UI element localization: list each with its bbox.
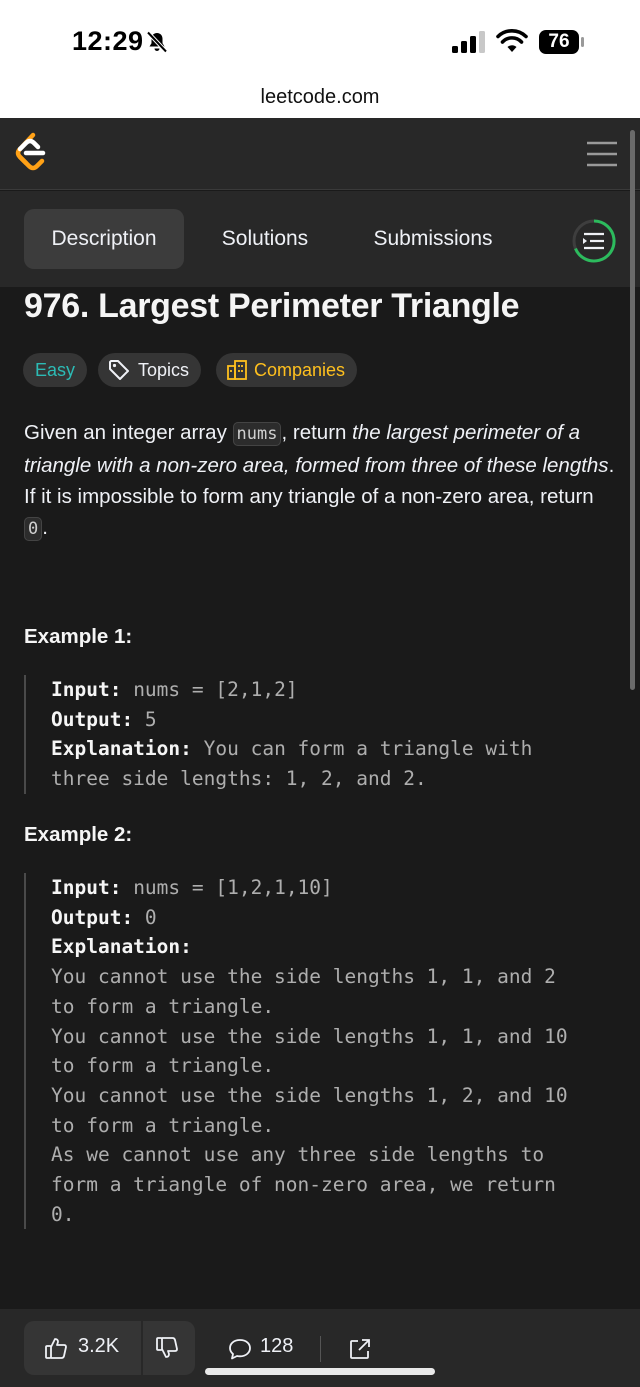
url-bar[interactable]: leetcode.com (0, 82, 640, 118)
output-label: Output: (51, 707, 134, 731)
problem-title: 976. Largest Perimeter Triangle (24, 287, 520, 325)
like-count[interactable]: 3.2K (78, 1335, 120, 1357)
top-nav (0, 118, 640, 190)
vote-divider (141, 1321, 143, 1375)
progress-list-icon[interactable] (572, 219, 616, 263)
tab-solutions[interactable]: Solutions (221, 227, 309, 250)
problem-description (24, 417, 620, 545)
desc-italic-text: the largest perimeter of a triangle with a non-zero area, formed from three of these lengths (24, 421, 609, 477)
bell-slash-icon (145, 30, 169, 54)
companies-button[interactable] (216, 353, 357, 387)
status-time: 12:29 (72, 26, 144, 56)
vote-group (24, 1321, 195, 1375)
building-icon (226, 359, 248, 381)
output-value: 0 (133, 905, 157, 929)
explanation-text: You can form a triangle with three side lengths: 1, 2, and 2. (51, 737, 533, 791)
battery-indicator (538, 29, 586, 55)
input-value: nums = [2,1,2] (121, 678, 298, 701)
difficulty-badge: Easy (23, 353, 87, 387)
bottom-separator (320, 1336, 321, 1362)
output-label: Output: (51, 905, 134, 929)
example-2-block (24, 873, 620, 1229)
example-1-block (24, 675, 620, 794)
home-indicator[interactable] (205, 1368, 435, 1375)
battery-level: 76 (548, 31, 570, 52)
desc-text: , return (281, 421, 353, 444)
problem-content (0, 287, 640, 1309)
companies-label: Companies (254, 360, 346, 380)
explanation-label: Explanation: (51, 737, 192, 761)
comment-count[interactable]: 128 (260, 1335, 294, 1357)
bottom-action-bar (0, 1309, 640, 1387)
tab-description[interactable]: Description (24, 209, 184, 269)
inline-code-nums: nums (233, 422, 282, 446)
example-1-title: Example 1: (24, 625, 133, 648)
input-label: Input: (51, 876, 122, 899)
thumbs-up-icon[interactable] (44, 1336, 68, 1360)
thumbs-down-icon[interactable] (155, 1336, 179, 1360)
comment-icon[interactable] (228, 1338, 252, 1360)
page-scrollbar[interactable] (630, 130, 635, 690)
wifi-icon (496, 28, 528, 54)
topics-label: Topics (138, 360, 190, 380)
desc-text: . If it is impossible to form any triangle of a non-zero area, return (24, 454, 615, 508)
share-icon[interactable] (348, 1337, 372, 1361)
output-value: 5 (133, 707, 157, 731)
problem-tabs (0, 191, 640, 287)
status-bar (0, 0, 640, 82)
hamburger-menu-icon[interactable] (586, 140, 618, 168)
tab-submissions[interactable]: Submissions (373, 227, 493, 250)
desc-text: Given an integer array (24, 421, 233, 444)
topics-button[interactable] (98, 353, 201, 387)
explanation-text: You cannot use the side lengths 1, 1, and 2 to form a triangle. You cannot use the side lengths 1, 1, and 10 to form a triangle. You cannot use the side lengths 1, 2, and 10 to form a triangle. As we cannot use any three side lengths to form a triangle of non-zero area, we return 0. (51, 965, 568, 1226)
explanation-label: Explanation: (51, 935, 192, 959)
leetcode-logo-icon[interactable] (14, 132, 50, 174)
signal-icon (452, 30, 488, 54)
tag-icon (108, 359, 130, 381)
input-label: Input: (51, 678, 122, 701)
input-value: nums = [1,2,1,10] (121, 876, 333, 899)
inline-code-zero: 0 (24, 517, 42, 541)
desc-text: . (42, 516, 48, 539)
example-2-title: Example 2: (24, 823, 133, 846)
